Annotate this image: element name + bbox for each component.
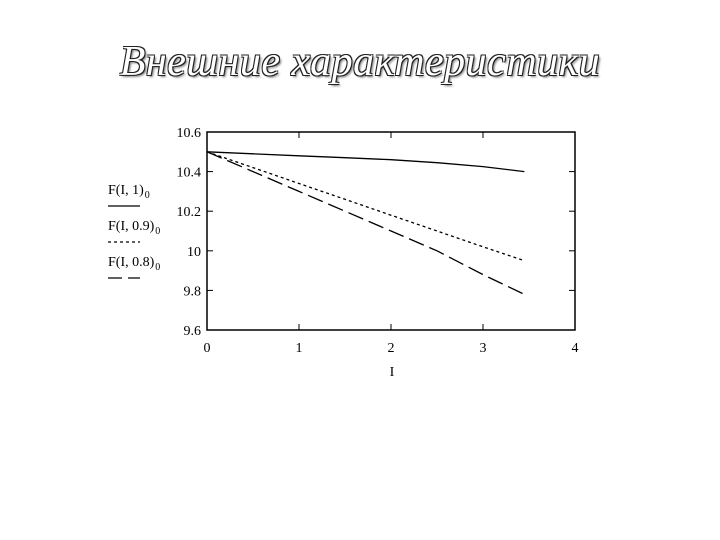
legend-subscript: 0 bbox=[155, 262, 161, 273]
y-tick-label: 10.6 bbox=[176, 126, 201, 141]
legend-label: F(I, 0.9) bbox=[108, 219, 155, 234]
series-line-1 bbox=[207, 152, 524, 261]
series-layer bbox=[207, 152, 524, 295]
y-tick-label: 9.6 bbox=[183, 324, 201, 339]
y-tick-label: 10.2 bbox=[176, 205, 201, 221]
y-tick-label: 10.4 bbox=[176, 165, 201, 181]
y-tick-label: 10 bbox=[187, 244, 201, 260]
legend-label: F(I, 1) bbox=[108, 183, 144, 198]
x-tick-label: 1 bbox=[295, 341, 303, 356]
slide-title: Внешние характеристики bbox=[119, 39, 601, 85]
legend bbox=[108, 183, 160, 278]
series-line-2 bbox=[207, 152, 524, 295]
y-axis-ticks bbox=[177, 126, 576, 339]
x-axis-label: I bbox=[389, 365, 395, 380]
x-tick-label: 2 bbox=[387, 341, 395, 356]
x-axis-ticks bbox=[204, 132, 579, 356]
x-tick-label: 3 bbox=[479, 341, 487, 356]
legend-label: F(I, 0.8) bbox=[108, 255, 155, 270]
legend-subscript: 0 bbox=[144, 190, 150, 201]
x-tick-label: 4 bbox=[571, 341, 579, 356]
y-tick-label: 9.8 bbox=[183, 284, 201, 300]
legend-subscript: 0 bbox=[155, 226, 161, 237]
x-tick-label: 0 bbox=[203, 341, 211, 356]
